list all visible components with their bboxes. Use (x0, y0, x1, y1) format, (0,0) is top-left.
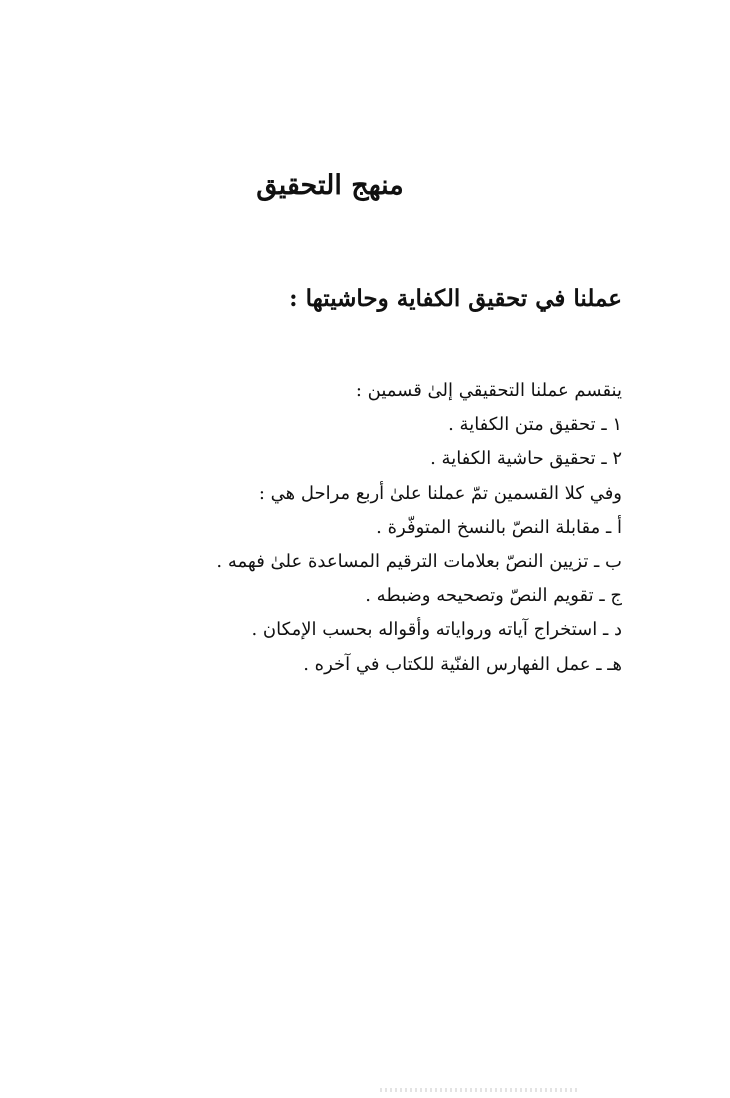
text-line: ينقسم عملنا التحقيقي إلىٰ قسمين : (355, 380, 622, 401)
text-line: ٢ ـ تحقيق حاشية الكفاية . (430, 448, 622, 470)
text-line: هـ ـ عمل الفهارس الفنّية للكتاب في آخره . (303, 653, 622, 675)
text-line: ب ـ تزيين النصّ بعلامات الترقيم المساعدة علىٰ فهمه . (216, 551, 622, 573)
scan-artifact (380, 1088, 580, 1092)
text-line: د ـ استخراج آياته ورواياته وأقواله بحسب الإمكان . (251, 619, 622, 641)
text-line: وفي كلا القسمين تمّ عملنا علىٰ أربع مراحل هي : (258, 482, 622, 504)
page-title: منهج التحقيق (256, 170, 404, 201)
text-line: ج ـ تقويم النصّ وتصحيحه وضبطه . (365, 585, 622, 607)
body-text (102, 374, 622, 682)
section-heading: عملنا في تحقيق الكفاية وحاشيتها : (289, 285, 622, 312)
text-line: أ ـ مقابلة النصّ بالنسخ المتوفّرة . (376, 516, 622, 538)
text-line: ١ ـ تحقيق متن الكفاية . (448, 414, 622, 436)
